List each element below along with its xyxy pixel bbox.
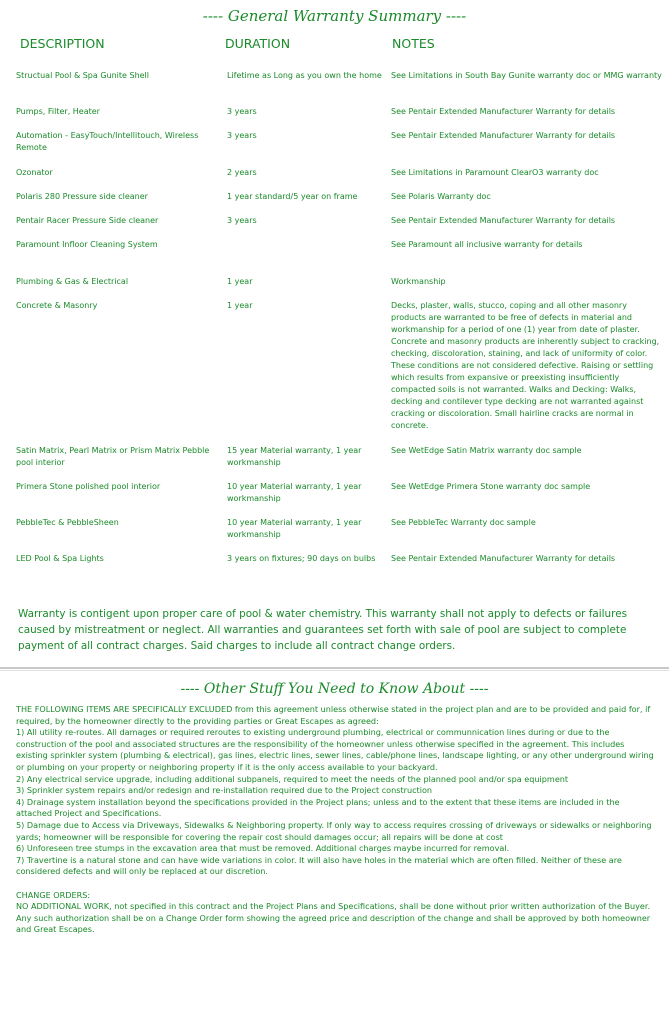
change-orders-heading: CHANGE ORDERS: <box>16 889 91 900</box>
duration-column-header: DURATION <box>225 36 291 51</box>
warranty-summary-title: ---- General Warranty Summary ---- <box>202 7 467 25</box>
row-notes: See PebbleTec Warranty doc sample <box>391 518 536 527</box>
section-divider <box>0 667 669 669</box>
row-duration: 1 year standard/5 year on frame <box>227 192 358 201</box>
spacer <box>16 878 656 890</box>
row-description: LED Pool & Spa Lights <box>16 554 104 563</box>
row-duration: 3 years on fixtures; 90 days on bulbs <box>227 554 376 563</box>
row-duration: 3 years <box>227 131 257 140</box>
row-description: Automation - EasyTouch/Intellitouch, Wireless Remote <box>16 131 199 152</box>
exclusion-item: 2) Any electrical service upgrade, including additional subpanels, required to meet the needs of the planned pool and/or spa equipment <box>16 773 569 784</box>
row-description: Plumbing & Gas & Electrical <box>16 277 129 286</box>
row-notes: See Limitations in Paramount ClearO3 warranty doc <box>391 168 599 177</box>
section-divider-shadow <box>0 670 669 671</box>
row-duration: 3 years <box>227 107 257 116</box>
exclusion-item: 1) All utility re-routes. All damages or required reroutes to existing underground plumbing, electrical or communnication lines during or due to the construction of the pool and associated structures are the responsibility of the homeowner unless otherwise specified in the agreement. This includes existing sprinkler system (plumbing & electrical), gas lines, electric lines, sewer lines, cable/phone lines, landscape lighting, or any other underground wiring or plumbing on your property or neighboring property if it is the only access available to your backyard. <box>16 727 654 772</box>
row-notes: See WetEdge Satin Matrix warranty doc sample <box>391 446 582 455</box>
change-orders-text: NO ADDITIONAL WORK, not specified in this contract and the Project Plans and Specifications, shall be done without prior written authorization of the Buyer. Any such authorization shall be on a Change Order form showing the agreed price and description of the change and shall be approved by both homeowner and Great Escapes. <box>16 901 651 935</box>
row-description: Paramount Infloor Cleaning System <box>16 240 158 249</box>
row-notes: See Pentair Extended Manufacturer Warranty for details <box>391 554 616 563</box>
row-description: Polaris 280 Pressure side cleaner <box>16 192 148 201</box>
row-duration: 10 year Material warranty, 1 year workmanship <box>227 482 362 503</box>
exclusion-item: 6) Unforeseen tree stumps in the excavation area that must be removed. Additional charges maybe incurred for removal. <box>16 843 510 854</box>
row-description: Ozonator <box>16 168 53 177</box>
warranty-footnote: Warranty is contigent upon proper care of pool & water chemistry. This warranty shall not apply to defects or failures caused by mistreatment or neglect. All warranties and guarantees set forth with sale of pool are subject to complete payment of all contract charges. Said charges to include all contract change orders. <box>18 608 627 652</box>
row-notes: See Limitations in South Bay Gunite warranty doc or MMG warranty <box>391 71 662 80</box>
row-notes: See Pentair Extended Manufacturer Warranty for details <box>391 131 616 140</box>
row-description: Pumps, Filter, Heater <box>16 107 100 116</box>
row-description: Concrete & Masonry <box>16 301 98 310</box>
row-notes: Decks, plaster, walls, stucco, coping and all other masonry products are warranted to be free of defects in material and workmanship for a period of one (1) year from date of plaster. Concrete and masonry products are inherently subject to cracking, checking, discoloration, staining, and lack of uniformity of color. These conditions are not considered defective. Raising or settling which results from expansive or preexisting insufficiently compacted soils is not warranted. Walks and Decking: Walks, decking and contilever type decking are not warranted against cracking or discoloration. Small hairline cracks are normal in concrete. <box>391 301 660 430</box>
row-notes: See Pentair Extended Manufacturer Warranty for details <box>391 216 616 225</box>
exclusion-item: 4) Drainage system installation beyond the specifications provided in the Project plans; unless and to the extent that these items are included in the attached Project and Specifications. <box>16 796 620 819</box>
exclusions-section <box>16 704 656 936</box>
row-duration: 1 year <box>227 277 253 286</box>
exclusions-intro: THE FOLLOWING ITEMS ARE SPECIFICALLY EXCLUDED from this agreement unless otherwise stated in the project plan and are to be provided and paid for, if required, by the homeowner directly to the providing parties or Great Escapes as agreed: <box>16 704 651 726</box>
row-description: Primera Stone polished pool interior <box>16 482 161 491</box>
row-description: Structual Pool & Spa Gunite Shell <box>16 71 150 80</box>
row-notes: See Polaris Warranty doc <box>391 192 491 201</box>
row-notes: See Pentair Extended Manufacturer Warranty for details <box>391 107 616 116</box>
exclusion-item: 3) Sprinkler system repairs and/or redesign and re-installation required due to the Project construction <box>16 785 433 796</box>
row-description: Pentair Racer Pressure Side cleaner <box>16 216 159 225</box>
exclusion-item: 5) Damage due to Access via Driveways, Sidewalks & Neighboring property. If only way to access requires crossing of driveways or sidewalks or neighboring yards; homeowner will be responsible for covering the repair cost should damages occur; all repairs will be done at cost <box>16 819 652 842</box>
exclusion-item: 7) Travertine is a natural stone and can have wide variations in color. It will also have holes in the material which are often filled. Neither of these are considered defects and will only be replaced at our discretion. <box>16 854 622 877</box>
description-column-header: DESCRIPTION <box>20 36 105 51</box>
row-duration: Lifetime as Long as you own the home <box>227 71 382 80</box>
row-duration: 3 years <box>227 216 257 225</box>
row-duration: 2 years <box>227 168 257 177</box>
other-stuff-title: ---- Other Stuff You Need to Know About ---- <box>180 681 489 697</box>
row-duration: 1 year <box>227 301 253 310</box>
row-duration: 15 year Material warranty, 1 year workmanship <box>227 446 362 467</box>
row-duration: 10 year Material warranty, 1 year workmanship <box>227 518 362 539</box>
notes-column-header: NOTES <box>392 36 435 51</box>
row-description: PebbleTec & PebbleSheen <box>16 518 119 527</box>
row-notes: See Paramount all inclusive warranty for details <box>391 240 583 249</box>
row-notes: See WetEdge Primera Stone warranty doc sample <box>391 482 591 491</box>
row-description: Satin Matrix, Pearl Matrix or Prism Matrix Pebble pool interior <box>16 446 210 467</box>
row-notes: Workmanship <box>391 277 446 286</box>
